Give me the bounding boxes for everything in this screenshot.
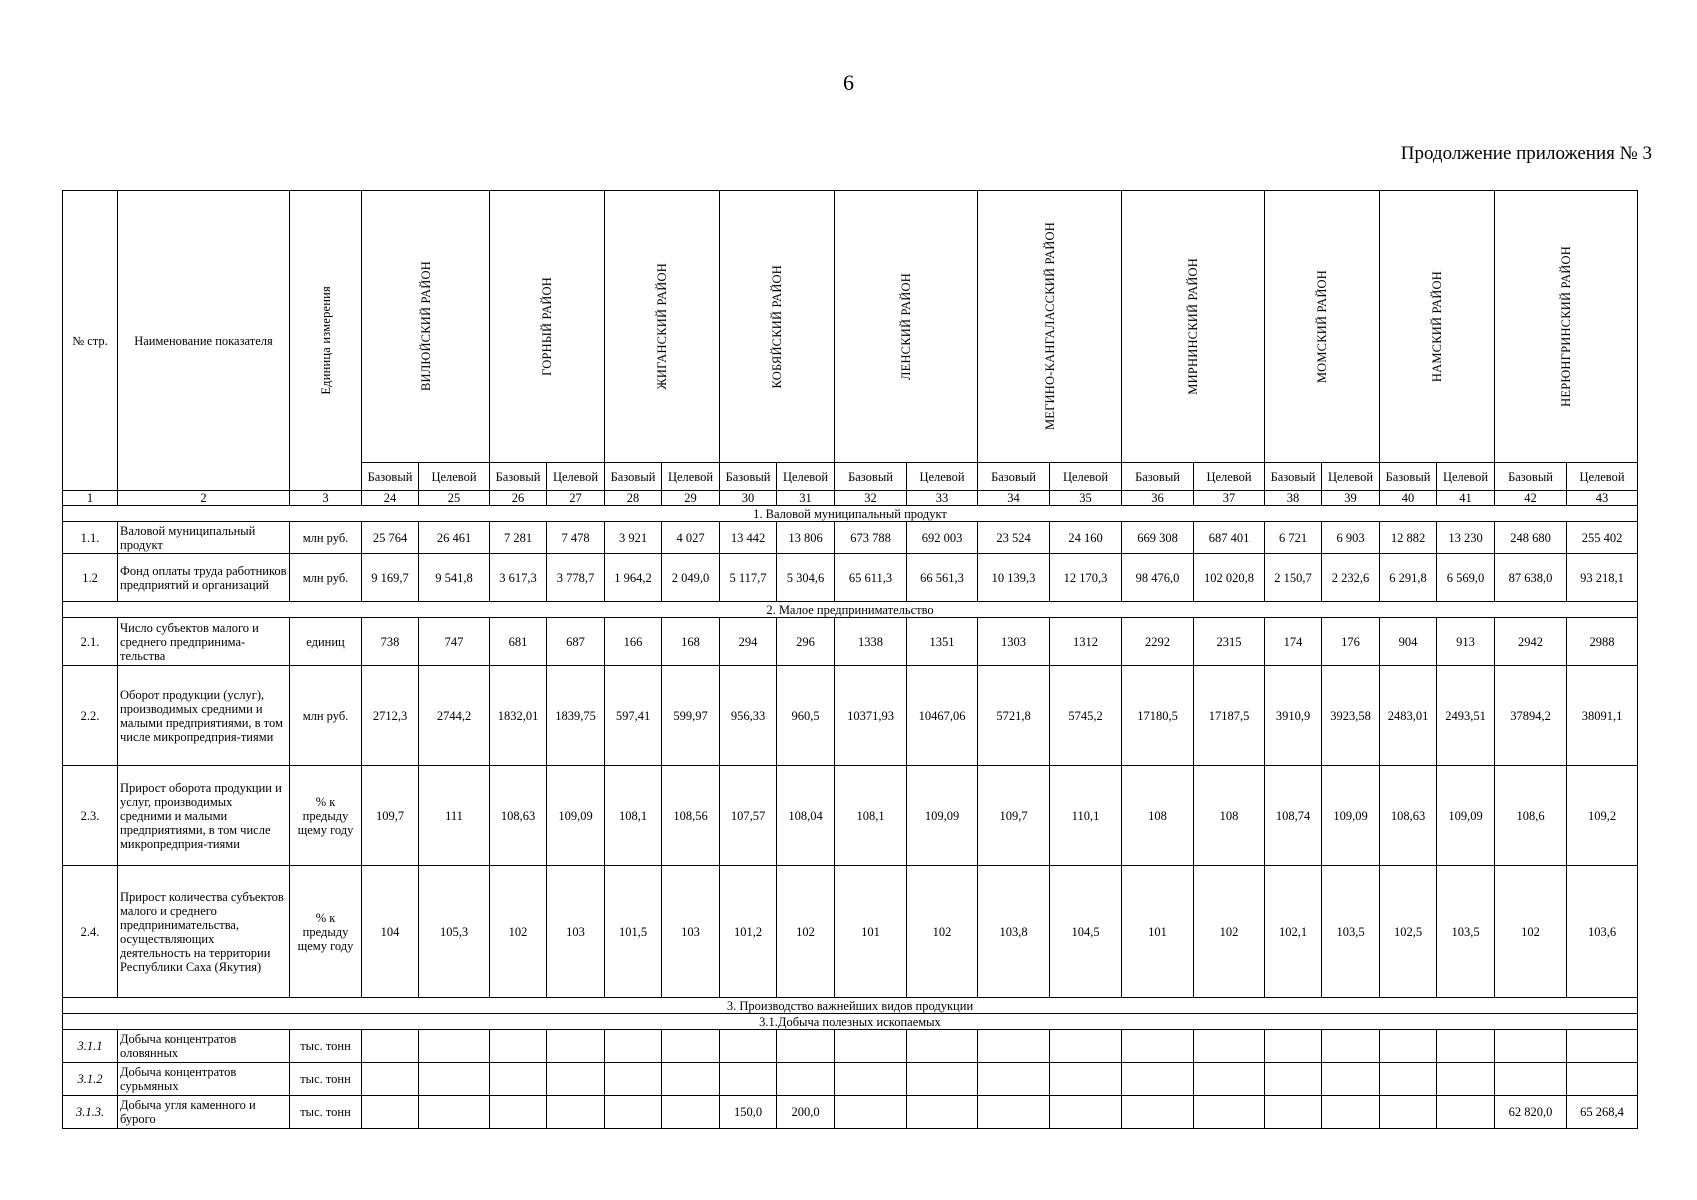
header-district <box>978 191 1122 463</box>
value-cell: 687 401 <box>1194 522 1265 554</box>
value-cell: 65 268,4 <box>1567 1096 1638 1129</box>
value-cell <box>362 1063 419 1096</box>
value-cell <box>1437 1096 1495 1129</box>
table-row <box>63 766 1638 866</box>
value-cell: 747 <box>419 618 490 666</box>
value-cell: 108 <box>1122 766 1194 866</box>
header-base: Базовый <box>1265 463 1322 491</box>
section-title: 2. Малое предпринимательство <box>63 602 1638 618</box>
column-number: 32 <box>835 491 907 506</box>
value-cell: 107,57 <box>720 766 777 866</box>
value-cell: 5 304,6 <box>777 554 835 602</box>
header-district <box>1380 191 1495 463</box>
value-cell <box>907 1096 978 1129</box>
section-title: 1. Валовой муниципальный продукт <box>63 506 1638 522</box>
value-cell: 176 <box>1322 618 1380 666</box>
value-cell: 687 <box>547 618 605 666</box>
value-cell: 4 027 <box>662 522 720 554</box>
value-cell: 17187,5 <box>1194 666 1265 766</box>
value-cell: 24 160 <box>1050 522 1122 554</box>
value-cell: 3923,58 <box>1322 666 1380 766</box>
header-base: Базовый <box>720 463 777 491</box>
table-row <box>63 1096 1638 1129</box>
value-cell: 6 903 <box>1322 522 1380 554</box>
value-cell: 7 478 <box>547 522 605 554</box>
indicator-name: Прирост оборота продукции и услуг, производимых средними и малыми предприятиями, в том числе микропредприя-тиями <box>118 766 290 866</box>
value-cell: 109,09 <box>1437 766 1495 866</box>
value-cell <box>490 1030 547 1063</box>
value-cell: 9 169,7 <box>362 554 419 602</box>
column-number: 34 <box>978 491 1050 506</box>
value-cell: 10467,06 <box>907 666 978 766</box>
header-district <box>1265 191 1380 463</box>
column-number: 27 <box>547 491 605 506</box>
table-row <box>63 522 1638 554</box>
unit-cell: тыс. тонн <box>290 1030 362 1063</box>
value-cell: 26 461 <box>419 522 490 554</box>
value-cell: 904 <box>1380 618 1437 666</box>
value-cell: 13 806 <box>777 522 835 554</box>
value-cell <box>777 1030 835 1063</box>
header-district <box>720 191 835 463</box>
table-row <box>63 618 1638 666</box>
value-cell: 108,56 <box>662 766 720 866</box>
value-cell: 108,63 <box>1380 766 1437 866</box>
value-cell <box>835 1030 907 1063</box>
value-cell: 66 561,3 <box>907 554 978 602</box>
column-number-row <box>63 491 1638 506</box>
value-cell <box>1122 1030 1194 1063</box>
column-number: 2 <box>118 491 290 506</box>
value-cell: 3 778,7 <box>547 554 605 602</box>
value-cell <box>1194 1063 1265 1096</box>
value-cell: 102,1 <box>1265 866 1322 998</box>
value-cell <box>419 1030 490 1063</box>
row-number: 1.1. <box>63 522 118 554</box>
value-cell: 93 218,1 <box>1567 554 1638 602</box>
unit-cell: млн руб. <box>290 522 362 554</box>
header-base: Базовый <box>490 463 547 491</box>
value-cell <box>1437 1030 1495 1063</box>
value-cell: 103,8 <box>978 866 1050 998</box>
value-cell: 1312 <box>1050 618 1122 666</box>
value-cell: 10 139,3 <box>978 554 1050 602</box>
value-cell: 25 764 <box>362 522 419 554</box>
column-number: 31 <box>777 491 835 506</box>
value-cell: 5745,2 <box>1050 666 1122 766</box>
value-cell: 108,6 <box>1495 766 1567 866</box>
header-target: Целевой <box>1567 463 1638 491</box>
unit-cell: млн руб. <box>290 666 362 766</box>
column-number: 33 <box>907 491 978 506</box>
value-cell: 110,1 <box>1050 766 1122 866</box>
value-cell <box>720 1063 777 1096</box>
value-cell: 3 921 <box>605 522 662 554</box>
value-cell <box>1495 1030 1567 1063</box>
value-cell: 1303 <box>978 618 1050 666</box>
column-number: 39 <box>1322 491 1380 506</box>
header-base: Базовый <box>362 463 419 491</box>
value-cell <box>662 1030 720 1063</box>
section-title: 3. Производство важнейших видов продукции <box>63 998 1638 1014</box>
value-cell: 103 <box>547 866 605 998</box>
value-cell: 103,6 <box>1567 866 1638 998</box>
column-number: 30 <box>720 491 777 506</box>
value-cell: 2315 <box>1194 618 1265 666</box>
indicator-name: Добыча угля каменного и бурого <box>118 1096 290 1129</box>
column-number: 37 <box>1194 491 1265 506</box>
header-base: Базовый <box>1495 463 1567 491</box>
indicator-name: Прирост количества субъектов малого и среднего предпринимательства, осуществляющих деятельность на территории Республики Саха (Якутия) <box>118 866 290 998</box>
value-cell: 3 617,3 <box>490 554 547 602</box>
page-number: 6 <box>843 70 854 95</box>
section-row <box>63 506 1638 522</box>
value-cell: 2 150,7 <box>1265 554 1322 602</box>
value-cell: 65 611,3 <box>835 554 907 602</box>
indicator-name: Добыча концентратов сурьмяных <box>118 1063 290 1096</box>
header-district <box>1122 191 1265 463</box>
column-number: 36 <box>1122 491 1194 506</box>
value-cell <box>1122 1063 1194 1096</box>
district-name: МИРНИНСКИЙ РАЙОН <box>1186 258 1200 395</box>
value-cell: 10371,93 <box>835 666 907 766</box>
header-target: Целевой <box>1194 463 1265 491</box>
row-number: 3.1.3. <box>63 1096 118 1129</box>
table-row <box>63 554 1638 602</box>
value-cell: 200,0 <box>777 1096 835 1129</box>
value-cell: 102 <box>1194 866 1265 998</box>
value-cell <box>362 1096 419 1129</box>
column-number: 29 <box>662 491 720 506</box>
appendix-title: Продолжение приложения № 3 <box>1400 143 1652 164</box>
value-cell: 2483,01 <box>1380 666 1437 766</box>
value-cell: 248 680 <box>1495 522 1567 554</box>
row-number: 2.2. <box>63 666 118 766</box>
row-number: 2.1. <box>63 618 118 666</box>
header-target: Целевой <box>907 463 978 491</box>
value-cell: 692 003 <box>907 522 978 554</box>
value-cell: 6 291,8 <box>1380 554 1437 602</box>
value-cell: 105,3 <box>419 866 490 998</box>
value-cell: 101 <box>1122 866 1194 998</box>
district-name: ВИЛЮЙСКИЙ РАЙОН <box>418 261 433 392</box>
row-number: 2.3. <box>63 766 118 866</box>
header-target: Целевой <box>662 463 720 491</box>
value-cell: 2988 <box>1567 618 1638 666</box>
value-cell: 102 020,8 <box>1194 554 1265 602</box>
value-cell: 6 721 <box>1265 522 1322 554</box>
value-cell: 87 638,0 <box>1495 554 1567 602</box>
value-cell <box>720 1030 777 1063</box>
column-number: 43 <box>1567 491 1638 506</box>
value-cell: 111 <box>419 766 490 866</box>
value-cell: 1839,75 <box>547 666 605 766</box>
value-cell <box>1380 1030 1437 1063</box>
value-cell: 109,7 <box>362 766 419 866</box>
value-cell <box>1194 1096 1265 1129</box>
value-cell <box>1567 1030 1638 1063</box>
header-district <box>605 191 720 463</box>
header-target: Целевой <box>419 463 490 491</box>
value-cell: 168 <box>662 618 720 666</box>
value-cell: 2 049,0 <box>662 554 720 602</box>
indicator-name: Добыча концентратов оловянных <box>118 1030 290 1063</box>
table-row <box>63 1063 1638 1096</box>
district-name: ЛЕНСКИЙ РАЙОН <box>899 272 913 381</box>
value-cell: 109,09 <box>547 766 605 866</box>
district-name: МОМСКИЙ РАЙОН <box>1315 269 1329 384</box>
header-district <box>1495 191 1638 463</box>
value-cell <box>490 1063 547 1096</box>
value-cell: 109,09 <box>907 766 978 866</box>
value-cell <box>777 1063 835 1096</box>
value-cell <box>835 1096 907 1129</box>
value-cell: 2942 <box>1495 618 1567 666</box>
value-cell: 1 964,2 <box>605 554 662 602</box>
value-cell: 102,5 <box>1380 866 1437 998</box>
row-number: 2.4. <box>63 866 118 998</box>
value-cell: 38091,1 <box>1567 666 1638 766</box>
value-cell: 1351 <box>907 618 978 666</box>
column-number: 25 <box>419 491 490 506</box>
value-cell: 597,41 <box>605 666 662 766</box>
value-cell <box>907 1030 978 1063</box>
value-cell <box>1265 1063 1322 1096</box>
value-cell: 960,5 <box>777 666 835 766</box>
column-number: 41 <box>1437 491 1495 506</box>
value-cell: 12 882 <box>1380 522 1437 554</box>
row-number: 1.2 <box>63 554 118 602</box>
section-row <box>63 1014 1638 1030</box>
value-cell: 673 788 <box>835 522 907 554</box>
header-unit-label: Единица измерения <box>318 286 333 395</box>
section-row <box>63 998 1638 1014</box>
district-name: КОБЯЙСКИЙ РАЙОН <box>770 264 784 389</box>
value-cell: 17180,5 <box>1122 666 1194 766</box>
section-row <box>63 602 1638 618</box>
table-row <box>63 866 1638 998</box>
indicator-name: Число субъектов малого и среднего предпринима-тельства <box>118 618 290 666</box>
unit-cell: % к предыду щему году <box>290 766 362 866</box>
district-name: ГОРНЫЙ РАЙОН <box>540 277 554 376</box>
header-district <box>490 191 605 463</box>
header-base: Базовый <box>1380 463 1437 491</box>
value-cell: 108,1 <box>835 766 907 866</box>
value-cell: 101,2 <box>720 866 777 998</box>
table-body <box>63 191 1638 1129</box>
header-indicator: Наименование показателя <box>118 191 290 491</box>
column-number: 40 <box>1380 491 1437 506</box>
value-cell <box>835 1063 907 1096</box>
value-cell: 6 569,0 <box>1437 554 1495 602</box>
value-cell: 1338 <box>835 618 907 666</box>
row-number: 3.1.2 <box>63 1063 118 1096</box>
value-cell <box>978 1096 1050 1129</box>
header-district <box>835 191 978 463</box>
value-cell <box>419 1063 490 1096</box>
header-target: Целевой <box>777 463 835 491</box>
value-cell: 109,7 <box>978 766 1050 866</box>
value-cell: 102 <box>777 866 835 998</box>
value-cell: 13 442 <box>720 522 777 554</box>
value-cell <box>1567 1063 1638 1096</box>
column-number: 38 <box>1265 491 1322 506</box>
value-cell: 681 <box>490 618 547 666</box>
column-number: 3 <box>290 491 362 506</box>
value-cell: 102 <box>1495 866 1567 998</box>
value-cell: 108,63 <box>490 766 547 866</box>
data-table <box>62 190 1638 1129</box>
unit-cell: % к предыду щему году <box>290 866 362 998</box>
value-cell: 108,74 <box>1265 766 1322 866</box>
column-number: 1 <box>63 491 118 506</box>
value-cell <box>1495 1063 1567 1096</box>
value-cell <box>547 1030 605 1063</box>
value-cell: 2292 <box>1122 618 1194 666</box>
value-cell: 12 170,3 <box>1050 554 1122 602</box>
value-cell: 9 541,8 <box>419 554 490 602</box>
value-cell: 296 <box>777 618 835 666</box>
value-cell: 23 524 <box>978 522 1050 554</box>
value-cell: 108,1 <box>605 766 662 866</box>
header-target: Целевой <box>1050 463 1122 491</box>
value-cell <box>605 1096 662 1129</box>
value-cell <box>605 1063 662 1096</box>
header-target: Целевой <box>1437 463 1495 491</box>
value-cell <box>1050 1096 1122 1129</box>
district-name: НАМСКИЙ РАЙОН <box>1430 270 1444 383</box>
header-base: Базовый <box>605 463 662 491</box>
value-cell: 104,5 <box>1050 866 1122 998</box>
column-number: 28 <box>605 491 662 506</box>
column-number: 35 <box>1050 491 1122 506</box>
value-cell: 599,97 <box>662 666 720 766</box>
value-cell: 255 402 <box>1567 522 1638 554</box>
value-cell <box>1265 1030 1322 1063</box>
value-cell: 102 <box>907 866 978 998</box>
value-cell: 98 476,0 <box>1122 554 1194 602</box>
indicator-name: Валовой муниципальный продукт <box>118 522 290 554</box>
value-cell: 956,33 <box>720 666 777 766</box>
value-cell <box>1380 1096 1437 1129</box>
district-name: ЖИГАНСКИЙ РАЙОН <box>655 263 669 390</box>
table-row <box>63 1030 1638 1063</box>
value-cell: 174 <box>1265 618 1322 666</box>
unit-cell: тыс. тонн <box>290 1096 362 1129</box>
value-cell <box>1265 1096 1322 1129</box>
unit-cell: единиц <box>290 618 362 666</box>
value-cell: 294 <box>720 618 777 666</box>
value-cell: 166 <box>605 618 662 666</box>
value-cell: 101 <box>835 866 907 998</box>
column-number: 24 <box>362 491 419 506</box>
value-cell <box>1194 1030 1265 1063</box>
row-number: 3.1.1 <box>63 1030 118 1063</box>
unit-cell: млн руб. <box>290 554 362 602</box>
value-cell: 150,0 <box>720 1096 777 1129</box>
value-cell: 5 117,7 <box>720 554 777 602</box>
value-cell: 2 232,6 <box>1322 554 1380 602</box>
value-cell: 5721,8 <box>978 666 1050 766</box>
value-cell: 669 308 <box>1122 522 1194 554</box>
value-cell <box>547 1063 605 1096</box>
value-cell: 62 820,0 <box>1495 1096 1567 1129</box>
value-cell <box>662 1096 720 1129</box>
section-title: 3.1.Добыча полезных ископаемых <box>63 1014 1638 1030</box>
value-cell: 1832,01 <box>490 666 547 766</box>
value-cell <box>907 1063 978 1096</box>
district-name: МЕГИНО-КАНГАЛАССКИЙ РАЙОН <box>1042 222 1057 431</box>
value-cell <box>1322 1030 1380 1063</box>
value-cell <box>978 1063 1050 1096</box>
value-cell <box>419 1096 490 1129</box>
value-cell: 104 <box>362 866 419 998</box>
header-row-no: № стр. <box>63 191 118 491</box>
header-row <box>63 191 1638 463</box>
value-cell: 108,04 <box>777 766 835 866</box>
value-cell <box>978 1030 1050 1063</box>
value-cell: 103,5 <box>1437 866 1495 998</box>
value-cell: 2493,51 <box>1437 666 1495 766</box>
value-cell <box>1437 1063 1495 1096</box>
table-row <box>63 666 1638 766</box>
value-cell: 7 281 <box>490 522 547 554</box>
value-cell: 13 230 <box>1437 522 1495 554</box>
value-cell <box>1322 1063 1380 1096</box>
value-cell <box>1050 1030 1122 1063</box>
value-cell: 2712,3 <box>362 666 419 766</box>
district-name: НЕРЮНГРИНСКИЙ РАЙОН <box>1559 246 1573 407</box>
value-cell: 108 <box>1194 766 1265 866</box>
unit-cell: тыс. тонн <box>290 1063 362 1096</box>
value-cell <box>662 1063 720 1096</box>
header-target: Целевой <box>1322 463 1380 491</box>
value-cell <box>1380 1063 1437 1096</box>
value-cell: 109,09 <box>1322 766 1380 866</box>
value-cell: 103 <box>662 866 720 998</box>
header-target: Целевой <box>547 463 605 491</box>
value-cell: 3910,9 <box>1265 666 1322 766</box>
value-cell: 103,5 <box>1322 866 1380 998</box>
value-cell <box>605 1030 662 1063</box>
header-district <box>362 191 490 463</box>
value-cell: 37894,2 <box>1495 666 1567 766</box>
value-cell <box>1050 1063 1122 1096</box>
value-cell <box>490 1096 547 1129</box>
column-number: 42 <box>1495 491 1567 506</box>
value-cell: 109,2 <box>1567 766 1638 866</box>
column-number: 26 <box>490 491 547 506</box>
value-cell <box>547 1096 605 1129</box>
value-cell <box>362 1030 419 1063</box>
header-unit <box>290 191 362 491</box>
value-cell: 102 <box>490 866 547 998</box>
value-cell: 913 <box>1437 618 1495 666</box>
value-cell <box>1322 1096 1380 1129</box>
header-base: Базовый <box>1122 463 1194 491</box>
value-cell: 101,5 <box>605 866 662 998</box>
value-cell <box>1122 1096 1194 1129</box>
header-base: Базовый <box>978 463 1050 491</box>
header-base: Базовый <box>835 463 907 491</box>
indicator-name: Оборот продукции (услуг), производимых средними и малыми предприятиями, в том числе микропредприя-тиями <box>118 666 290 766</box>
indicator-name: Фонд оплаты труда работников предприятий и организаций <box>118 554 290 602</box>
value-cell: 2744,2 <box>419 666 490 766</box>
value-cell: 738 <box>362 618 419 666</box>
